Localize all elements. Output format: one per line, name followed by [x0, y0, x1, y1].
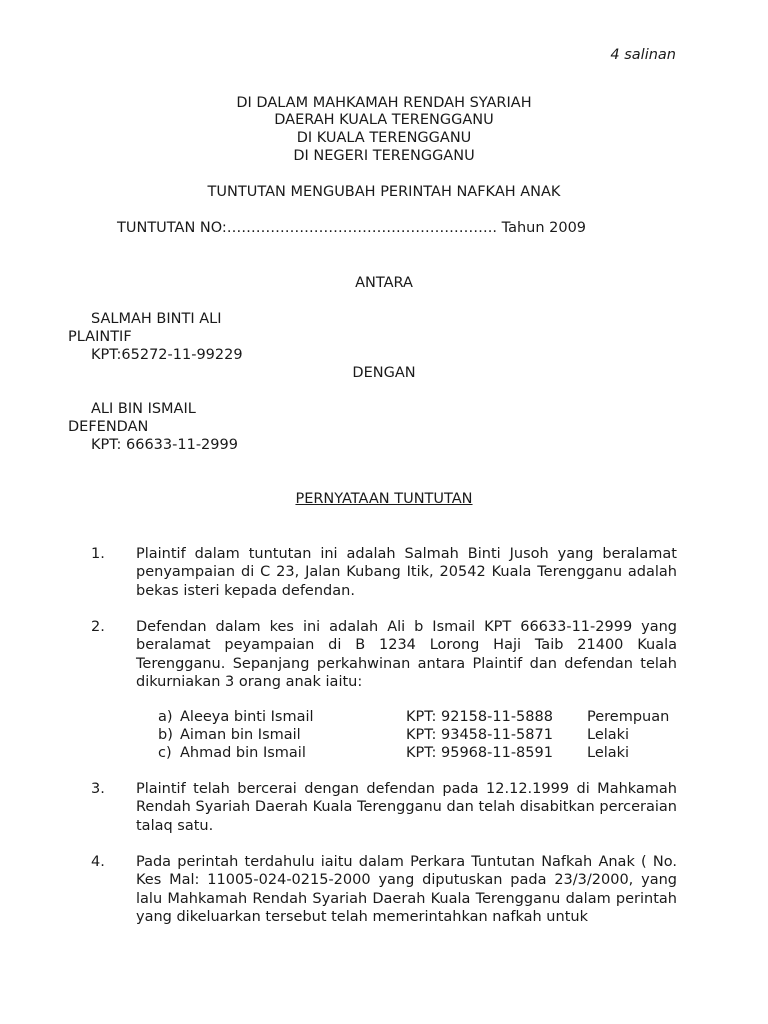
plaintiff-name: SALMAH BINTI ALI — [91, 311, 222, 327]
child-name: Aiman bin Ismail — [180, 727, 301, 743]
child-gender: Lelaki — [587, 727, 630, 743]
plaintiff-id: KPT:65272-11-99229 — [91, 347, 243, 363]
child-id: KPT: 95968-11-8591 — [406, 745, 553, 761]
with-label: DENGAN — [352, 365, 416, 381]
paragraph-text: Pada perintah terdahulu iaitu dalam Perkara Tuntutan Nafkah Anak ( No. Kes Mal: 11005-024-0215-2000 yang diputuskan pada 23/3/2000, yang lalu Mahkamah Rendah Syariah Daerah Kuala Terengganu dalam perintah yang dikeluarkan tersebut telah memerintahkan nafkah untuk — [136, 854, 677, 925]
between-label: ANTARA — [355, 275, 413, 291]
document-title: TUNTUTAN MENGUBAH PERINTAH NAFKAH ANAK — [207, 184, 561, 200]
court-line-4: DI NEGERI TERENGGANU — [293, 148, 475, 164]
claim-number: TUNTUTAN NO:……………………………………………….. Tahun 2009 — [117, 220, 587, 236]
defendant-id: KPT: 66633-11-2999 — [91, 437, 238, 453]
child-id: KPT: 93458-11-5871 — [406, 727, 553, 743]
child-gender: Perempuan — [587, 709, 670, 725]
court-line-1: DI DALAM MAHKAMAH RENDAH SYARIAH — [236, 95, 532, 111]
child-gender: Lelaki — [587, 745, 630, 761]
child-label: a) — [158, 709, 173, 725]
child-id: KPT: 92158-11-5888 — [406, 709, 553, 725]
copies-note: 4 salinan — [610, 47, 676, 63]
paragraph-text: Plaintif dalam tuntutan ini adalah Salmah Binti Jusoh yang beralamat penyampaian di C 23, Jalan Kubang Itik, 20542 Kuala Terengganu adalah bekas isteri kepada defendan. — [136, 546, 677, 599]
paragraph-text: Plaintif telah bercerai dengan defendan pada 12.12.1999 di Mahkamah Rendah Syariah Daerah Kuala Terengganu dan telah disabitkan perceraian talaq satu. — [136, 781, 677, 834]
statement-heading: PERNYATAAN TUNTUTAN — [295, 491, 473, 507]
paragraph-number: 2. — [91, 619, 105, 635]
defendant-role: DEFENDAN — [68, 419, 149, 435]
child-label: c) — [158, 745, 172, 761]
child-name: Ahmad bin Ismail — [180, 745, 306, 761]
paragraph-text: Defendan dalam kes ini adalah Ali b Ismail KPT 66633-11-2999 yang beralamat peyampaian di B 1234 Lorong Haji Taib 21400 Kuala Terengganu. Sepanjang perkahwinan antara Plaintif dan defendan telah dikurniakan 3 orang anak iaitu: — [136, 619, 677, 690]
court-line-3: DI KUALA TERENGGANU — [296, 130, 472, 146]
court-line-2: DAERAH KUALA TERENGGANU — [274, 112, 494, 128]
paragraph-number: 1. — [91, 546, 105, 562]
child-label: b) — [158, 727, 173, 743]
paragraph-number: 3. — [91, 781, 105, 797]
child-name: Aleeya binti Ismail — [180, 709, 314, 725]
plaintiff-role: PLAINTIF — [68, 329, 132, 345]
paragraph-number: 4. — [91, 854, 105, 870]
defendant-name: ALI BIN ISMAIL — [91, 401, 196, 417]
